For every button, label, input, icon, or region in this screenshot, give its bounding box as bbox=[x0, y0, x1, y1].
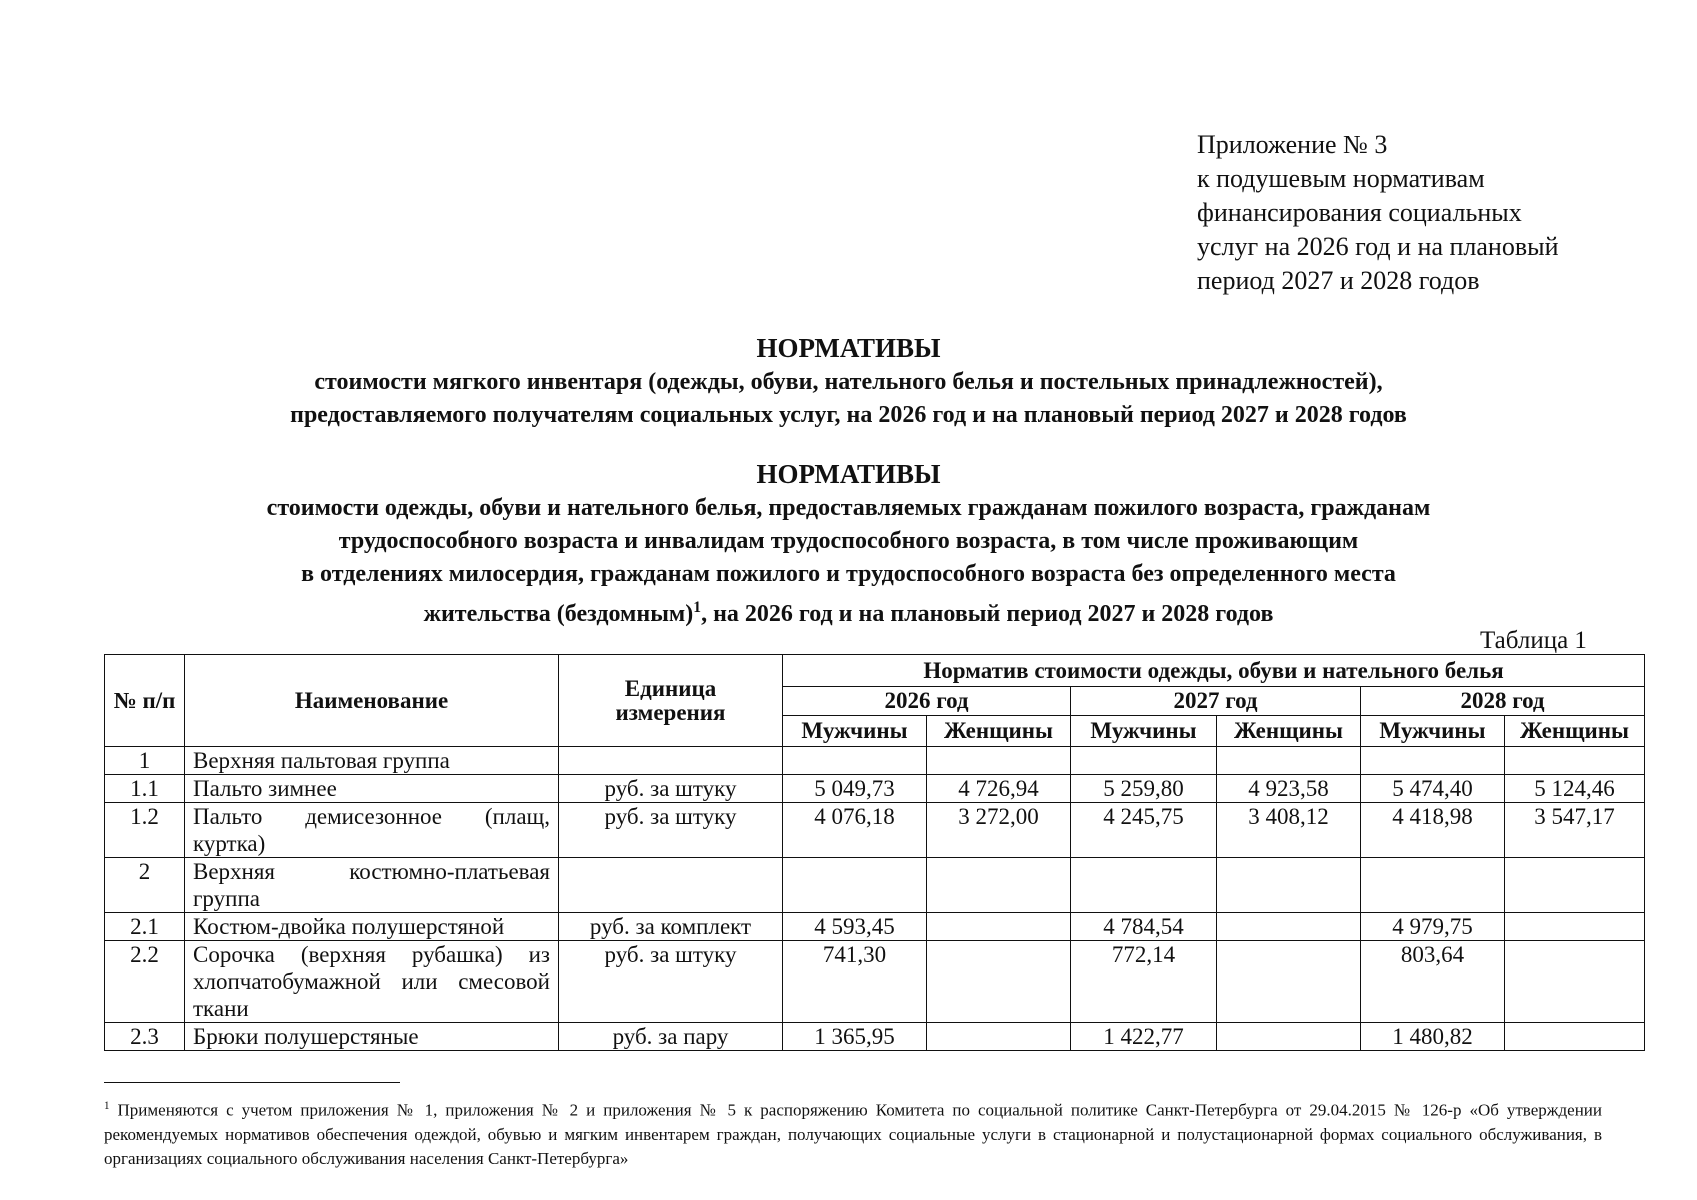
footnote-divider bbox=[104, 1082, 400, 1083]
value-men-2026: 4 593,45 bbox=[783, 913, 927, 941]
row-unit bbox=[559, 747, 783, 775]
header-women: Женщины bbox=[1505, 716, 1645, 747]
header-men: Мужчины bbox=[1361, 716, 1505, 747]
heading-line bbox=[0, 591, 1697, 631]
footnote bbox=[104, 1094, 1602, 1171]
row-unit: руб. за комплект bbox=[559, 913, 783, 941]
value-women-2027 bbox=[1217, 747, 1361, 775]
value-men-2027 bbox=[1071, 747, 1217, 775]
heading-clothing bbox=[0, 456, 1697, 631]
header-men: Мужчины bbox=[783, 716, 927, 747]
header-num: № п/п bbox=[105, 655, 185, 747]
value-women-2028 bbox=[1505, 747, 1645, 775]
value-men-2028: 4 979,75 bbox=[1361, 913, 1505, 941]
annex-line: период 2027 и 2028 годов bbox=[1197, 266, 1480, 295]
row-num: 2.3 bbox=[105, 1023, 185, 1051]
header-year-2026: 2026 год bbox=[783, 687, 1071, 716]
value-women-2028 bbox=[1505, 858, 1645, 913]
header-year-2027: 2027 год bbox=[1071, 687, 1361, 716]
footnote-mark: 1 bbox=[693, 599, 702, 616]
row-name: Костюм-двойка полушерстяной bbox=[185, 913, 559, 941]
value-men-2027 bbox=[1071, 858, 1217, 913]
annex-line: финансирования социальных bbox=[1197, 198, 1522, 227]
row-num: 2.2 bbox=[105, 941, 185, 1023]
value-men-2028 bbox=[1361, 747, 1505, 775]
heading-line: предоставляемого получателям социальных услуг, на 2026 год и на плановый период 2027 и 2028 годов bbox=[290, 402, 1407, 428]
value-men-2027: 1 422,77 bbox=[1071, 1023, 1217, 1051]
value-men-2028: 5 474,40 bbox=[1361, 775, 1505, 803]
value-women-2028 bbox=[1505, 913, 1645, 941]
row-name: Верхняя костюмно-платьевая группа bbox=[185, 858, 559, 913]
value-men-2026: 741,30 bbox=[783, 941, 927, 1023]
value-men-2027: 772,14 bbox=[1071, 941, 1217, 1023]
row-name: Верхняя пальтовая группа bbox=[185, 747, 559, 775]
footnote-text: Применяются с учетом приложения № 1, приложения № 2 и приложения № 5 к распоряжению Комитета по социальной политике Санкт-Петербурга от 29.04.2015 № 126-р «Об утверждении рекомендуемых нормативов обеспечения одеждой, обувью и мягким инвентарем граждан, получающих социальные услуги в стационарной и полустационарной формах социального обслуживания, в организациях социального обслуживания населения Санкт-Петербурга» bbox=[104, 1100, 1602, 1168]
value-men-2027: 4 245,75 bbox=[1071, 803, 1217, 858]
annex-line: к подушевым нормативам bbox=[1197, 164, 1485, 193]
value-women-2027: 4 923,58 bbox=[1217, 775, 1361, 803]
value-women-2028: 5 124,46 bbox=[1505, 775, 1645, 803]
heading-line-start: жительства (бездомным) bbox=[423, 601, 694, 627]
header-women: Женщины bbox=[927, 716, 1071, 747]
norms-table bbox=[104, 654, 1645, 1051]
heading-title: НОРМАТИВЫ bbox=[756, 333, 941, 363]
row-unit: руб. за пару bbox=[559, 1023, 783, 1051]
table-row bbox=[105, 747, 1645, 775]
value-women-2026 bbox=[927, 913, 1071, 941]
value-women-2028 bbox=[1505, 941, 1645, 1023]
heading-line: стоимости мягкого инвентаря (одежды, обуви, нательного белья и постельных принадлежностей), bbox=[314, 369, 1383, 395]
heading-soft-inventory bbox=[0, 330, 1697, 432]
value-women-2027 bbox=[1217, 941, 1361, 1023]
value-women-2026 bbox=[927, 941, 1071, 1023]
row-name: Брюки полушерстяные bbox=[185, 1023, 559, 1051]
row-num: 1.2 bbox=[105, 803, 185, 858]
value-men-2028: 803,64 bbox=[1361, 941, 1505, 1023]
value-men-2027: 4 784,54 bbox=[1071, 913, 1217, 941]
table-row bbox=[105, 803, 1645, 858]
annex-line: Приложение № 3 bbox=[1197, 130, 1388, 159]
table-row bbox=[105, 775, 1645, 803]
header-group: Норматив стоимости одежды, обуви и нательного белья bbox=[783, 655, 1645, 687]
value-men-2026: 1 365,95 bbox=[783, 1023, 927, 1051]
value-men-2028: 1 480,82 bbox=[1361, 1023, 1505, 1051]
header-men: Мужчины bbox=[1071, 716, 1217, 747]
value-women-2026: 3 272,00 bbox=[927, 803, 1071, 858]
value-women-2027 bbox=[1217, 913, 1361, 941]
row-num: 2.1 bbox=[105, 913, 185, 941]
header-name: Наименование bbox=[185, 655, 559, 747]
table-row bbox=[105, 913, 1645, 941]
row-num: 1 bbox=[105, 747, 185, 775]
row-num: 2 bbox=[105, 858, 185, 913]
value-women-2027 bbox=[1217, 858, 1361, 913]
value-men-2026: 5 049,73 bbox=[783, 775, 927, 803]
row-name: Пальто зимнее bbox=[185, 775, 559, 803]
heading-line: стоимости одежды, обуви и нательного белья, предоставляемых гражданам пожилого возраста, гражданам bbox=[266, 495, 1431, 521]
value-men-2028: 4 418,98 bbox=[1361, 803, 1505, 858]
value-women-2026: 4 726,94 bbox=[927, 775, 1071, 803]
row-unit: руб. за штуку bbox=[559, 803, 783, 858]
table-row bbox=[105, 858, 1645, 913]
footnote-mark: 1 bbox=[104, 1100, 110, 1112]
row-unit: руб. за штуку bbox=[559, 941, 783, 1023]
row-unit bbox=[559, 858, 783, 913]
row-unit: руб. за штуку bbox=[559, 775, 783, 803]
row-num: 1.1 bbox=[105, 775, 185, 803]
heading-line: в отделениях милосердия, гражданам пожилого и трудоспособного возраста без определенного места bbox=[301, 561, 1396, 587]
value-women-2026 bbox=[927, 858, 1071, 913]
value-men-2028 bbox=[1361, 858, 1505, 913]
annex-line: услуг на 2026 год и на плановый bbox=[1197, 232, 1559, 261]
table-row bbox=[105, 941, 1645, 1023]
value-women-2027: 3 408,12 bbox=[1217, 803, 1361, 858]
annex-reference bbox=[1197, 128, 1657, 298]
value-women-2026 bbox=[927, 747, 1071, 775]
table-row bbox=[105, 1023, 1645, 1051]
heading-line: трудоспособного возраста и инвалидам трудоспособного возраста, в том числе проживающим bbox=[338, 528, 1359, 554]
value-women-2027 bbox=[1217, 1023, 1361, 1051]
value-women-2026 bbox=[927, 1023, 1071, 1051]
row-name: Пальто демисезонное (плащ, куртка) bbox=[185, 803, 559, 858]
value-men-2026 bbox=[783, 858, 927, 913]
header-women: Женщины bbox=[1217, 716, 1361, 747]
value-men-2026: 4 076,18 bbox=[783, 803, 927, 858]
heading-title: НОРМАТИВЫ bbox=[756, 459, 941, 489]
heading-line-end: , на 2026 год и на плановый период 2027 и 2028 годов bbox=[701, 601, 1274, 627]
table-label: Таблица 1 bbox=[1480, 627, 1587, 654]
value-men-2026 bbox=[783, 747, 927, 775]
header-year-2028: 2028 год bbox=[1361, 687, 1645, 716]
header-unit: Единица измерения bbox=[559, 655, 783, 747]
row-name: Сорочка (верхняя рубашка) из хлопчатобумажной или смесовой ткани bbox=[185, 941, 559, 1023]
value-women-2028 bbox=[1505, 1023, 1645, 1051]
value-women-2028: 3 547,17 bbox=[1505, 803, 1645, 858]
value-men-2027: 5 259,80 bbox=[1071, 775, 1217, 803]
